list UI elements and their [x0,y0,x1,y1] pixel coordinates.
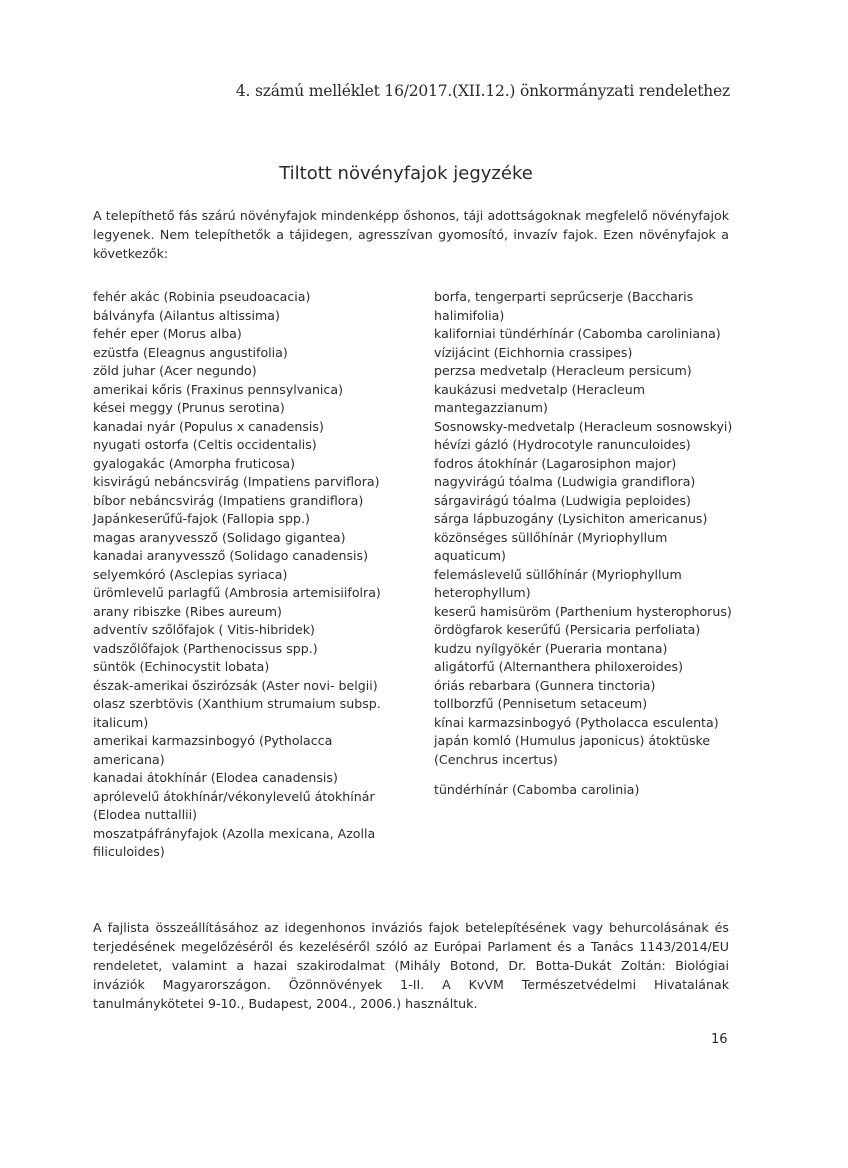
list-item: amerikai karmazsinbogyó (Pytholacca americana) [93,733,333,767]
sources-paragraph: A fajlista összeállításához az idegenhonos inváziós fajok betelepítésének vagy behurcolásának és terjedésének megelőzéséről és kezeléséről szóló az Európai Parlament és a Tanács 1143/2014/EU rendeletet, valamint a hazai szakirodalmat (Mihály Botond, Dr. Botta-Dukát Zoltán: Biológiai inváziók Magyarországon. Özönnövények 1-II. A KvVM Természetvédelmi Hivatalának tanulmánykötetei 9-10., Budapest, 2004., 2006.) használtuk. [93,920,729,1011]
list-item: gyalogakác (Amorpha fruticosa) [93,455,296,471]
list-item: fodros átokhínár (Lagarosiphon major) [434,455,677,471]
page-number: 16 [711,1032,728,1047]
document-title: Tiltott növényfajok jegyzéke [279,163,533,184]
list-item: sárgavirágú tóalma (Ludwigia peploides) [434,492,691,508]
list-item: óriás rebarbara (Gunnera tinctoria) [434,677,656,693]
list-item: bíbor nebáncsvirág (Impatiens grandiflora) [93,492,364,508]
list-item: arany ribiszke (Ribes aureum) [93,603,282,619]
list-item: bálványfa (Ailantus altissima) [93,307,280,323]
list-item: kanadai nyár (Populus x canadensis) [93,418,324,434]
list-item: Japánkeserűfű-fajok (Fallopia spp.) [93,511,310,526]
list-item: kudzu nyílgyökér (Pueraria montana) [434,640,668,656]
list-item: zöld juhar (Acer negundo) [93,363,257,378]
list-item: ürömlevelű parlagfű (Ambrosia artemisiifolra) [93,585,381,600]
list-item: hévízi gázló (Hydrocotyle ranunculoides) [434,437,691,452]
list-item: kínai karmazsinbogyó (Pytholacca esculenta) [434,714,719,730]
list-item: süntök (Echinocystit lobata) [93,659,270,674]
list-item: nagyvirágú tóalma (Ludwigia grandiflora) [434,474,696,489]
list-item: ezüstfa (Eleagnus angustifolia) [93,344,288,360]
list-item: kaukázusi medvetalp (Heracleum mantegazzianum) [434,381,646,415]
list-item: selyemkóró (Asclepias syriaca) [93,566,288,582]
list-item: kisvirágú nebáncsvirág (Impatiens parviflora) [93,474,380,489]
list-item: moszatpáfrányfajok (Azolla mexicana, Azolla filiculoides) [93,825,376,859]
list-item: amerikai kőris (Fraxinus pennsylvanica) [93,381,343,397]
list-item: felemáslevelű süllőhínár (Myriophyllum heterophyllum) [434,566,682,600]
list-item: keserű hamisüröm (Parthenium hysterophorus) [434,603,732,619]
list-item: nyugati ostorfa (Celtis occidentalis) [93,437,317,452]
list-item: aprólevelű átokhínár/vékonylevelű átokhínár (Elodea nuttallii) [93,788,375,822]
list-item: kanadai aranyvessző (Solidago canadensis) [93,548,369,563]
list-item: olasz szerbtövis (Xanthium strumaium subsp. italicum) [93,696,381,730]
list-item: perzsa medvetalp (Heracleum persicum) [434,363,692,378]
list-item: Sosnowsky-medvetalp (Heracleum sosnowskyi) [434,418,733,434]
list-item: közönséges süllőhínár (Myriophyllum aquaticum) [434,529,668,563]
list-item: vízijácint (Eichhornia crassipes) [434,344,633,360]
list-item: ördögfarok keserűfű (Persicaria perfoliata) [434,622,701,637]
list-item: kanadai átokhínár (Elodea canadensis) [93,770,338,785]
list-item: adventív szőlőfajok ( Vitis-hibridek) [93,622,315,637]
list-item: sárga lápbuzogány (Lysichiton americanus) [434,511,708,526]
list-item: tündérhínár (Cabomba carolinia) [434,782,640,797]
list-item: vadszőlőfajok (Parthenocissus spp.) [93,640,318,656]
intro-paragraph: A telepíthető fás szárú növényfajok mindenképp őshonos, táji adottságoknak megfelelő növényfajok legyenek. Nem telepíthetők a tájidegen, agresszívan gyomosító, invazív fajok. Ezen növényfajok a következők: [93,208,729,261]
page-header: 4. számú melléklet 16/2017.(XII.12.) önkormányzati rendelethez [235,82,730,100]
list-item: fehér akác (Robinia pseudoacacia) [93,289,311,304]
list-item: japán komló (Humulus japonicus) átoktüske (Cenchrus incertus) [434,733,711,767]
list-item: borfa, tengerparti seprűcserje (Baccharis halimifolia) [434,289,694,323]
list-item: észak-amerikai őszirózsák (Aster novi- belgii) [93,677,378,693]
species-list-left [93,288,393,862]
list-item: kaliforniai tündérhínár (Cabomba caroliniana) [434,326,721,341]
list-item: fehér eper (Morus alba) [93,326,242,341]
species-list-right [434,288,734,800]
list-item: kései meggy (Prunus serotina) [93,400,285,415]
list-item: aligátorfű (Alternanthera philoxeroides) [434,659,684,674]
list-item: magas aranyvessző (Solidago gigantea) [93,529,346,545]
list-item: tollborzfű (Pennisetum setaceum) [434,696,648,711]
